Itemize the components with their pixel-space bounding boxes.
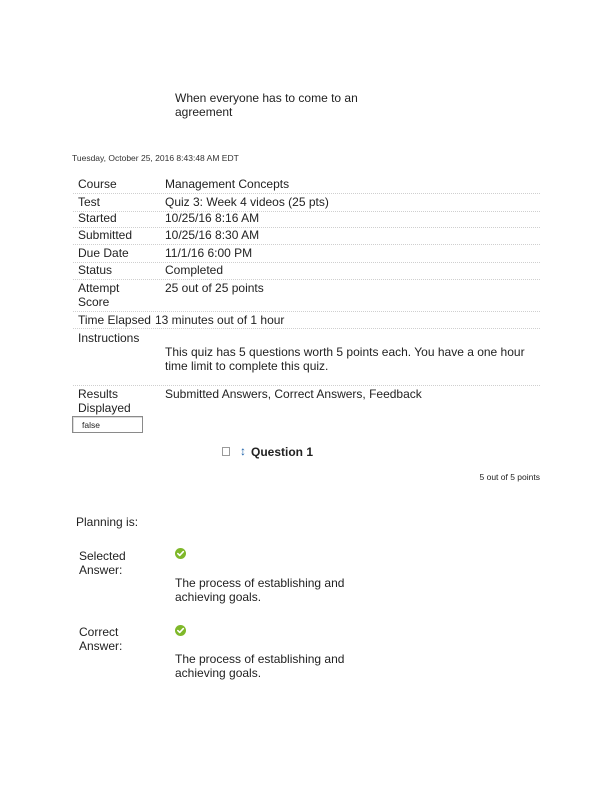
selected-answer-text: The process of establishing and achieving goals. xyxy=(175,576,345,604)
summary-value: 10/25/16 8:16 AM xyxy=(165,211,260,225)
summary-value: Completed xyxy=(165,263,224,277)
summary-label: Attempt Score xyxy=(78,281,120,309)
summary-label: Submitted xyxy=(78,228,133,242)
question-points: 5 out of 5 points xyxy=(479,472,540,482)
correct-answer-label: Correct Answer: xyxy=(79,625,123,653)
summary-value: 10/25/16 8:30 AM xyxy=(165,228,260,242)
question-title: Question 1 xyxy=(251,445,314,459)
false-input-value: false xyxy=(82,420,100,430)
question-text: Planning is: xyxy=(76,515,139,529)
up-down-arrow-icon[interactable]: ↕ xyxy=(240,444,246,458)
summary-label: Results Displayed xyxy=(78,387,131,415)
summary-value: Management Concepts xyxy=(165,177,290,191)
correct-answer-text: The process of establishing and achieving goals. xyxy=(175,652,345,680)
summary-label: Started xyxy=(78,211,117,225)
summary-row-due-date xyxy=(73,245,540,263)
summary-row-attempt-score xyxy=(73,280,540,312)
summary-label: Status xyxy=(78,263,113,277)
submission-timestamp: Tuesday, October 25, 2016 8:43:48 AM EDT xyxy=(72,153,239,163)
summary-row-course xyxy=(73,176,540,194)
summary-value: Submitted Answers, Correct Answers, Feedback xyxy=(165,387,422,401)
green-check-circle-icon xyxy=(175,625,186,636)
summary-row-status xyxy=(73,262,540,280)
summary-row-time-elapsed xyxy=(73,311,540,329)
summary-label: Course xyxy=(78,177,117,191)
false-input-field[interactable] xyxy=(72,416,143,433)
summary-label: Instructions xyxy=(78,331,140,345)
summary-label: Due Date xyxy=(78,246,129,260)
question-select-checkbox[interactable] xyxy=(222,447,230,456)
previous-answer-text: When everyone has to come to an agreement xyxy=(175,91,358,119)
summary-value: 11/1/16 6:00 PM xyxy=(165,246,253,260)
summary-value: 25 out of 25 points xyxy=(165,281,264,295)
summary-row-results-displayed xyxy=(73,386,540,416)
green-check-circle-icon xyxy=(175,548,186,559)
summary-label: Test xyxy=(78,195,101,209)
summary-value: Quiz 3: Week 4 videos (25 pts) xyxy=(165,195,329,209)
summary-value: This quiz has 5 questions worth 5 points each. You have a one hour time limit to complete this quiz. xyxy=(165,345,525,373)
summary-value: 13 minutes out of 1 hour xyxy=(155,313,285,327)
selected-answer-label: Selected Answer: xyxy=(79,549,126,577)
summary-row-instructions xyxy=(73,329,540,386)
summary-label: Time Elapsed xyxy=(78,313,151,327)
summary-row-started xyxy=(73,210,540,228)
summary-row-submitted xyxy=(73,227,540,245)
